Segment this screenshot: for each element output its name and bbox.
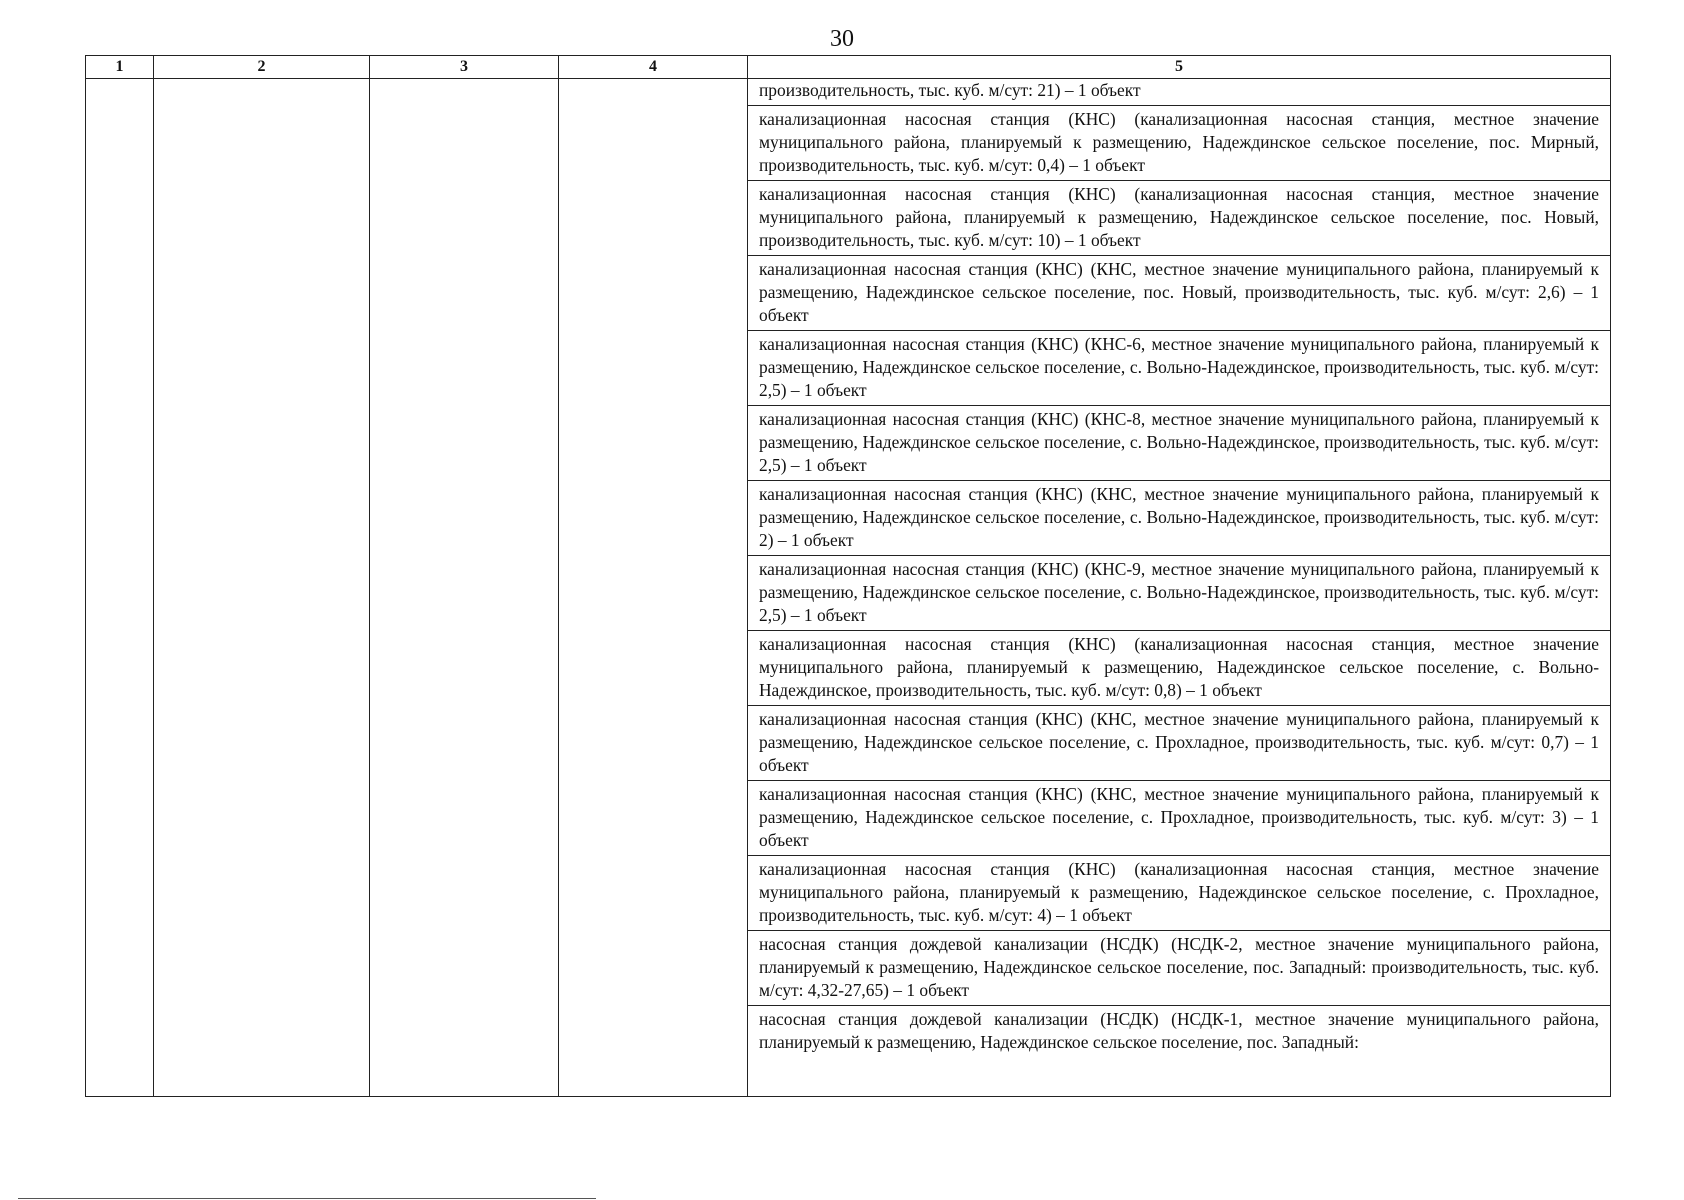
list-item: канализационная насосная станция (КНС) (канализационная насосная станция, местное значение муниципального района, планируемый к размещению, Надеждинское сельское поселение, пос. Новый, производительность, тыс. куб. м/сут: 10) – 1 объект bbox=[748, 180, 1610, 255]
list-item: насосная станция дождевой канализации (НСДК) (НСДК-2, местное значение муниципального района, планируемый к размещению, Надеждинское сельское поселение, пос. Западный: производительность, тыс. куб. м/сут: 4,32-27,65) – 1 объект bbox=[748, 930, 1610, 1005]
column-header-4: 4 bbox=[559, 56, 748, 79]
list-item: канализационная насосная станция (КНС) (канализационная насосная станция, местное значение муниципального района, планируемый к размещению, Надеждинское сельское поселение, пос. Мирный, производительность, тыс. куб. м/сут: 0,4) – 1 объект bbox=[748, 105, 1610, 180]
table-cell-col-2 bbox=[154, 79, 370, 1097]
table-cell-col-4 bbox=[559, 79, 748, 1097]
page-number: 30 bbox=[830, 26, 854, 52]
list-item: канализационная насосная станция (КНС) (канализационная насосная станция, местное значение муниципального района, планируемый к размещению, Надеждинское сельское поселение, с. Прохладное, производительность, тыс. куб. м/сут: 4) – 1 объект bbox=[748, 855, 1610, 930]
list-item: производительность, тыс. куб. м/сут: 21) – 1 объект bbox=[759, 80, 1141, 100]
list-item: насосная станция дождевой канализации (НСДК) (НСДК-1, местное значение муниципального района, планируемый к размещению, Надеждинское сельское поселение, пос. Западный: bbox=[748, 1005, 1610, 1057]
document-table bbox=[85, 55, 1611, 1097]
table-cell-col-3 bbox=[370, 79, 559, 1097]
list-item: канализационная насосная станция (КНС) (КНС, местное значение муниципального района, планируемый к размещению, Надеждинское сельское поселение, с. Прохладное, производительность, тыс. куб. м/сут: 3) – 1 объект bbox=[748, 780, 1610, 855]
table-cell-col-5 bbox=[748, 79, 1611, 1097]
table-header-row bbox=[86, 56, 1611, 79]
footnote-separator bbox=[18, 1198, 596, 1199]
table-cell-col-1 bbox=[86, 79, 154, 1097]
list-item: канализационная насосная станция (КНС) (канализационная насосная станция, местное значение муниципального района, планируемый к размещению, Надеждинское сельское поселение, с. Вольно-Надеждинское, производительность, тыс. куб. м/сут: 0,8) – 1 объект bbox=[748, 630, 1610, 705]
list-item: канализационная насосная станция (КНС) (КНС-6, местное значение муниципального района, планируемый к размещению, Надеждинское сельское поселение, с. Вольно-Надеждинское, производительность, тыс. куб. м/сут: 2,5) – 1 объект bbox=[748, 330, 1610, 405]
table-row bbox=[86, 79, 1611, 1097]
list-item: канализационная насосная станция (КНС) (КНС, местное значение муниципального района, планируемый к размещению, Надеждинское сельское поселение, пос. Новый, производительность, тыс. куб. м/сут: 2,6) – 1 объект bbox=[748, 255, 1610, 330]
column-header-2: 2 bbox=[154, 56, 370, 79]
list-item: канализационная насосная станция (КНС) (КНС, местное значение муниципального района, планируемый к размещению, Надеждинское сельское поселение, с. Вольно-Надеждинское, производительность, тыс. куб. м/сут: 2) – 1 объект bbox=[748, 480, 1610, 555]
column-header-3: 3 bbox=[370, 56, 559, 79]
list-item: канализационная насосная станция (КНС) (КНС, местное значение муниципального района, планируемый к размещению, Надеждинское сельское поселение, с. Прохладное, производительность, тыс. куб. м/сут: 0,7) – 1 объект bbox=[748, 705, 1610, 780]
list-item: канализационная насосная станция (КНС) (КНС-8, местное значение муниципального района, планируемый к размещению, Надеждинское сельское поселение, с. Вольно-Надеждинское, производительность, тыс. куб. м/сут: 2,5) – 1 объект bbox=[748, 405, 1610, 480]
list-item: канализационная насосная станция (КНС) (КНС-9, местное значение муниципального района, планируемый к размещению, Надеждинское сельское поселение, с. Вольно-Надеждинское, производительность, тыс. куб. м/сут: 2,5) – 1 объект bbox=[748, 555, 1610, 630]
column-header-1: 1 bbox=[86, 56, 154, 79]
column-header-5: 5 bbox=[748, 56, 1611, 79]
